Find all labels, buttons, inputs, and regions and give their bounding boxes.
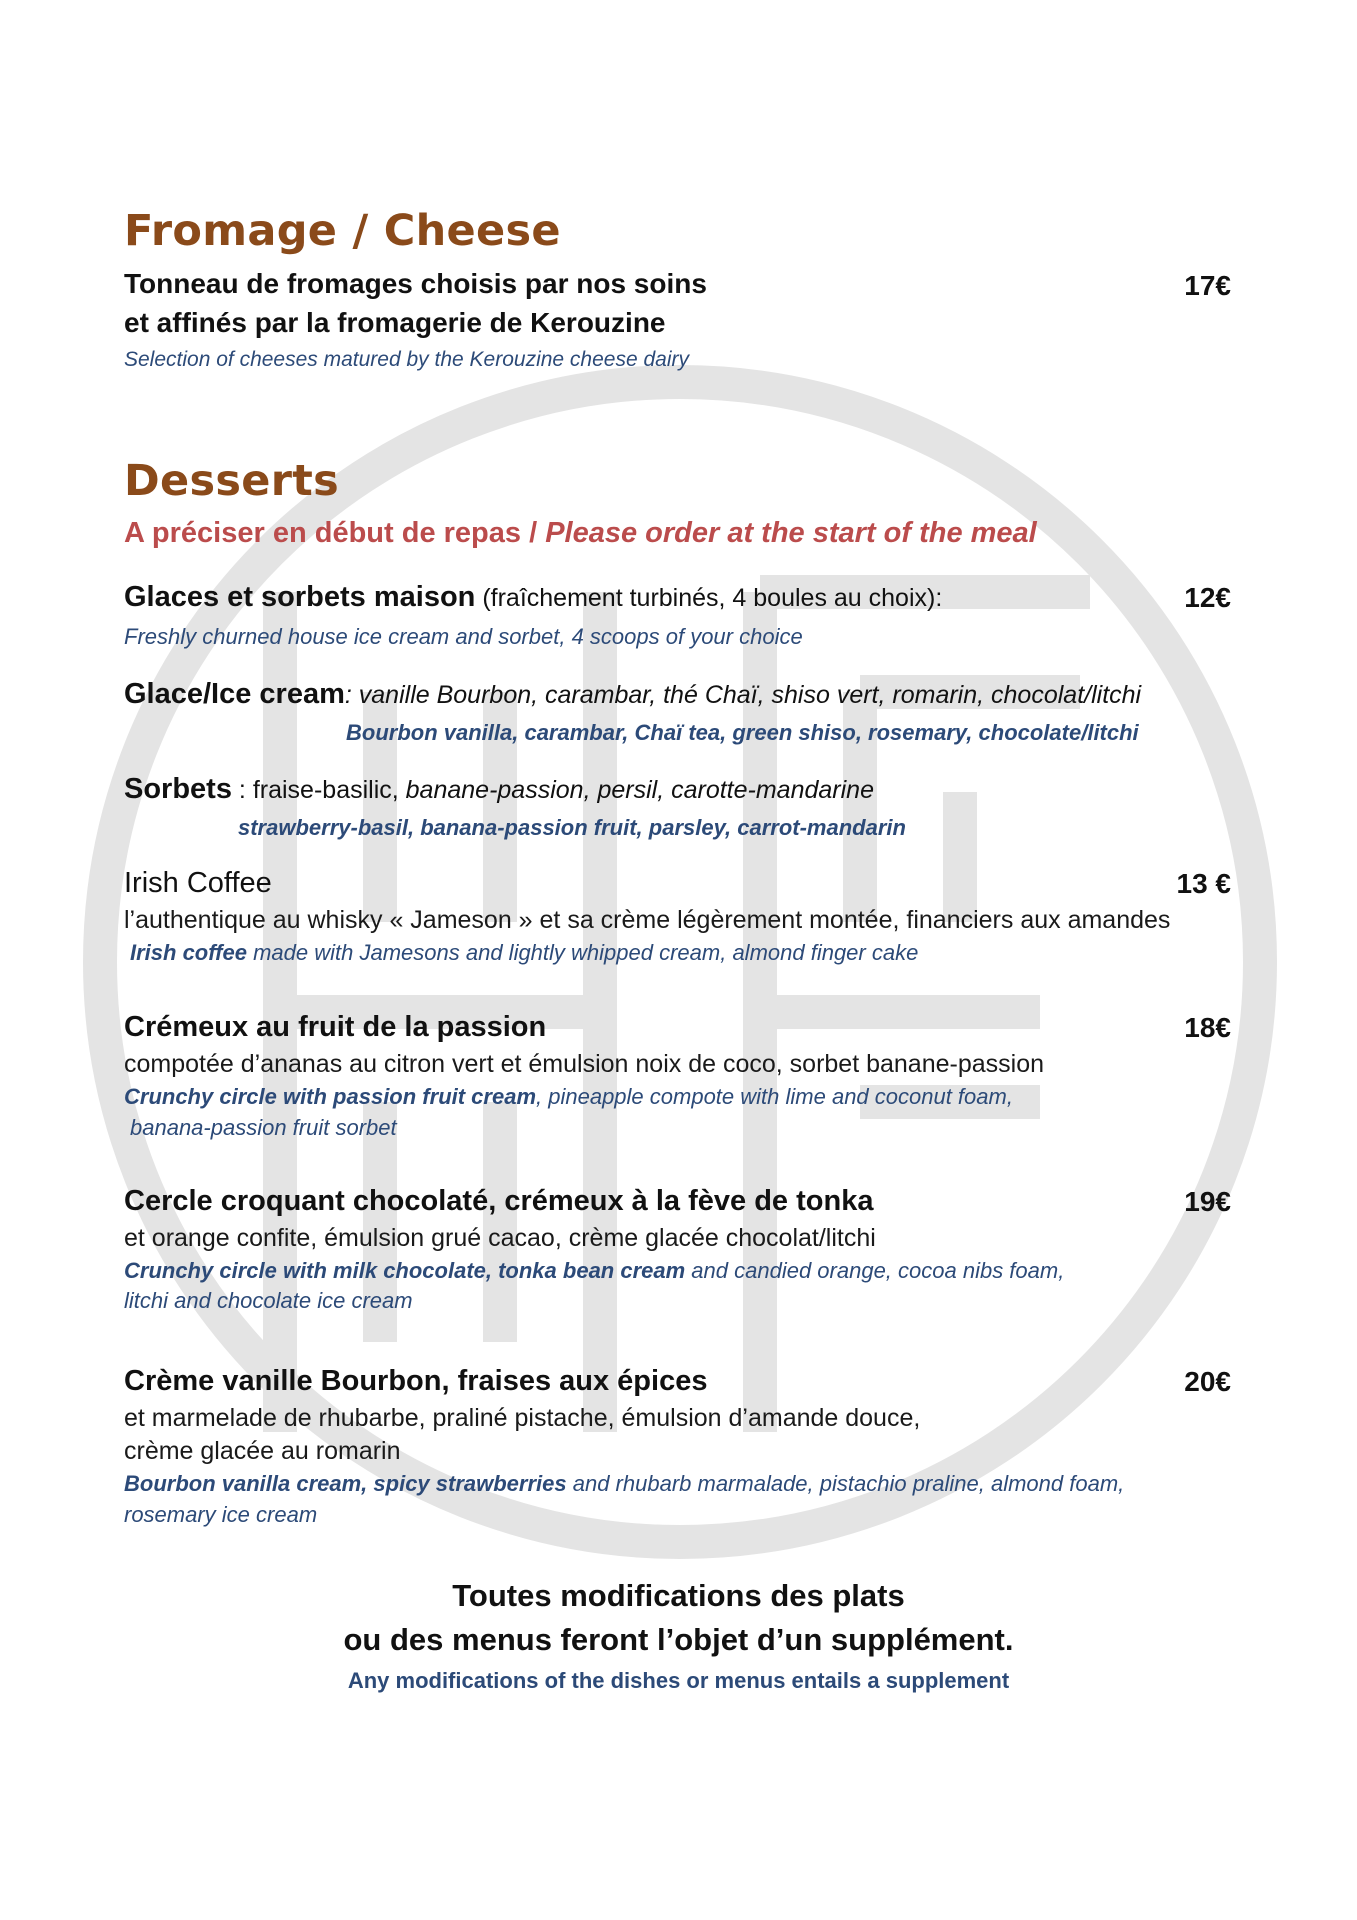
creme-desc-fr-line1: et marmelade de rhubarbe, praliné pistache, émulsion d’amande douce,	[124, 1404, 921, 1432]
sorbets-flavours-en: strawberry-basil, banana-passion fruit, parsley, carrot-mandarin	[238, 815, 906, 840]
cremeux-price: 18€	[1184, 1012, 1231, 1043]
irish-price: 13 €	[1176, 868, 1231, 899]
sorbets-label: Sorbets	[124, 773, 232, 805]
glaces-title-main: Glaces et sorbets maison	[124, 581, 476, 613]
glaces-title	[124, 581, 942, 614]
cremeux-en-rest: , pineapple compote with lime and coconut foam,	[536, 1084, 1013, 1109]
sorbets-sep: :	[231, 776, 253, 804]
sorbets-first: fraise-basilic,	[252, 776, 406, 804]
cercle-english-line2: litchi and chocolate ice cream	[124, 1288, 413, 1313]
glaces-title-suffix: (fraîchement turbinés, 4 boules au choix):	[475, 584, 943, 612]
cercle-en-rest: and candied orange, cocoa nibs foam,	[685, 1258, 1065, 1283]
creme-english	[124, 1471, 1124, 1497]
creme-en-bold: Bourbon vanilla cream, spicy strawberries	[124, 1471, 567, 1496]
notice-english: Please order at the start of the meal	[545, 517, 1037, 549]
notice-french: A préciser en début de repas /	[124, 517, 546, 549]
cheese-title-line2: et affinés par la fromagerie de Kerouzine	[124, 307, 666, 338]
creme-en-rest: and rhubarb marmalade, pistachio praline, almond foam,	[566, 1471, 1125, 1496]
sorbets-line	[124, 773, 874, 806]
glace-label: Glace/Ice cream	[124, 678, 345, 710]
cercle-english	[124, 1258, 1064, 1284]
irish-title: Irish Coffee	[124, 867, 272, 899]
glaces-english: Freshly churned house ice cream and sorbet, 4 scoops of your choice	[124, 624, 803, 649]
cercle-desc-fr: et orange confite, émulsion grué cacao, crème glacée chocolat/litchi	[124, 1224, 876, 1252]
cercle-title: Cercle croquant chocolaté, crémeux à la fève de tonka	[124, 1185, 874, 1217]
creme-price: 20€	[1184, 1366, 1231, 1397]
cercle-en-bold: Crunchy circle with milk chocolate, tonka bean cream	[124, 1258, 686, 1283]
glaces-price: 12€	[1184, 582, 1231, 613]
cremeux-english	[124, 1084, 1013, 1110]
cremeux-english-line2: banana-passion fruit sorbet	[130, 1115, 397, 1140]
creme-desc-fr-line2: crème glacée au romarin	[124, 1437, 401, 1465]
glace-flavours-en: Bourbon vanilla, carambar, Chaï tea, green shiso, rosemary, chocolate/litchi	[346, 720, 1139, 745]
footer-english: Any modifications of the dishes or menus entails a supplement	[347, 1668, 1010, 1693]
cremeux-desc-fr: compotée d’ananas au citron vert et émulsion noix de coco, sorbet banane-passion	[124, 1050, 1045, 1078]
glace-line	[124, 678, 1141, 711]
irish-en-bold: Irish coffee	[130, 940, 247, 965]
cheese-price: 17€	[1184, 270, 1231, 301]
desserts-notice	[124, 517, 1037, 550]
cremeux-en-bold: Crunchy circle with passion fruit cream	[124, 1084, 537, 1109]
irish-english	[130, 940, 918, 966]
cheese-heading: Fromage / Cheese	[124, 206, 561, 256]
creme-title: Crème vanille Bourbon, fraises aux épices	[124, 1365, 708, 1397]
irish-en-rest: made with Jamesons and lightly whipped cream, almond finger cake	[246, 940, 919, 965]
sorbets-rest: banane-passion, persil, carotte-mandarine	[405, 776, 874, 804]
cercle-price: 19€	[1184, 1186, 1231, 1217]
footer-line2: ou des menus feront l’objet d’un supplément.	[343, 1622, 1014, 1657]
cremeux-title: Crémeux au fruit de la passion	[124, 1011, 547, 1043]
glace-flavours-fr: : vanille Bourbon, carambar, thé Chaï, shiso vert, romarin, chocolat/litchi	[344, 681, 1142, 709]
cheese-title-line1: Tonneau de fromages choisis par nos soins	[124, 268, 707, 299]
irish-desc-fr: l’authentique au whisky « Jameson » et sa crème légèrement montée, financiers aux amandes	[124, 906, 1171, 934]
desserts-heading: Desserts	[124, 456, 339, 506]
footer-line1: Toutes modifications des plats	[452, 1578, 905, 1613]
cheese-english: Selection of cheeses matured by the Kerouzine cheese dairy	[124, 348, 690, 371]
creme-english-line2: rosemary ice cream	[124, 1502, 318, 1527]
